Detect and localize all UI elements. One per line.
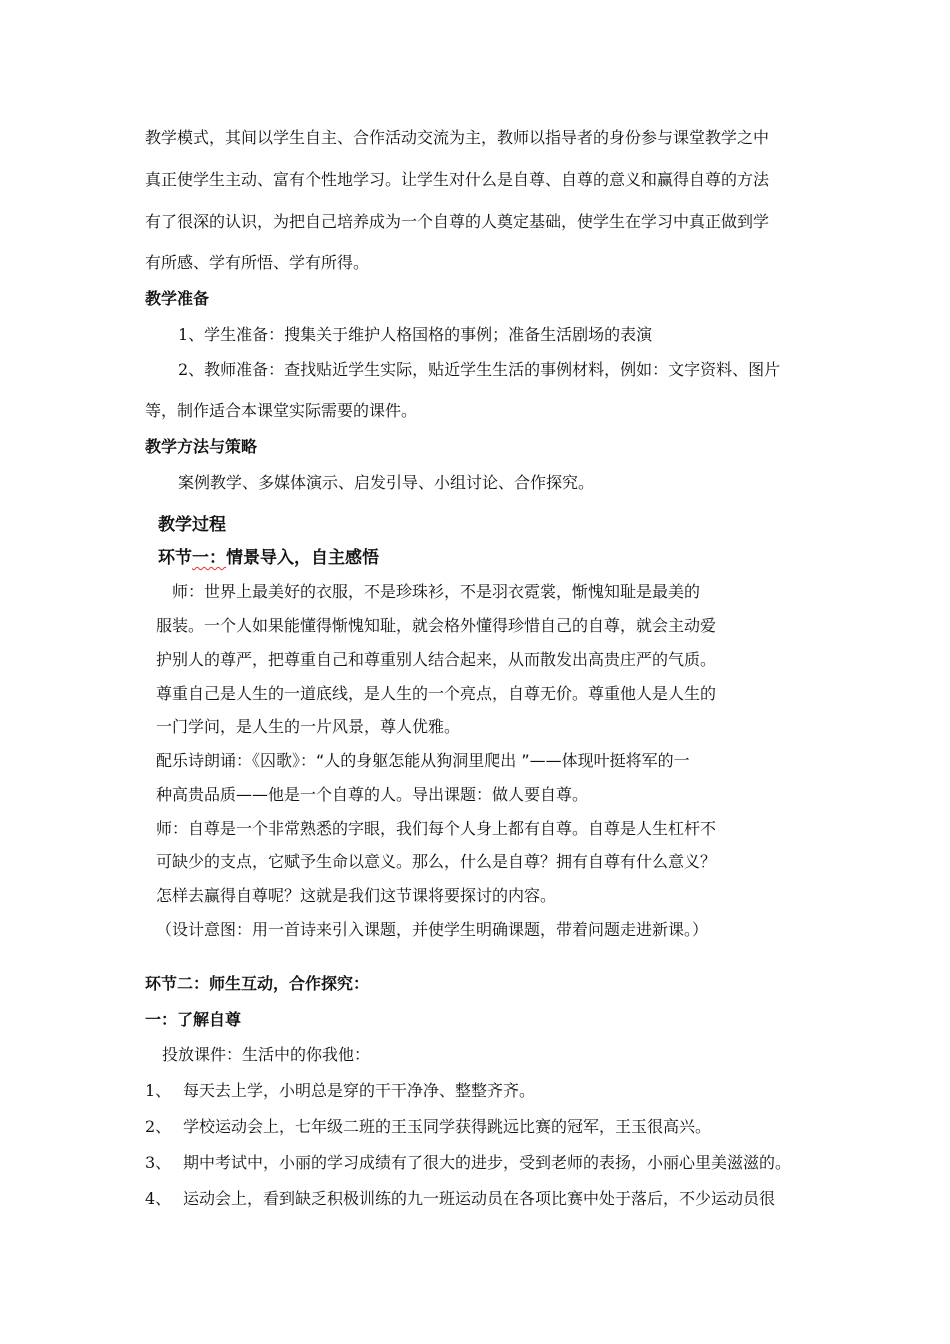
process-line-8: 师：自尊是一个非常熟悉的字眼，我们每个人身上都有自尊。自尊是人生杠杆不 [156, 819, 717, 838]
intro-line-2: 真正使学生主动、富有个性地学习。让学生对什么是自尊、自尊的意义和赢得自尊的方法 [145, 170, 770, 189]
section2-intro: 投放课件：生活中的你我他： [162, 1045, 371, 1064]
intro-line-3: 有了很深的认识，为把自己培养成为一个自尊的人奠定基础，使学生在学习中真正做到学 [145, 212, 770, 231]
list-item-text: 运动会上，看到缺乏积极训练的九一班运动员在各项比赛中处于落后，不少运动员很 [183, 1189, 776, 1208]
list-item [145, 1081, 535, 1101]
list-item-number: 3、 [145, 1153, 172, 1172]
section1-title-squiggle: 一： [192, 548, 226, 568]
prep-item-2: 2、教师准备：查找贴近学生实际，贴近学生生活的事例材料，例如：文字资料、图片 [178, 360, 781, 379]
intro-line-4: 有所感、学有所悟、学有所得。 [145, 253, 370, 272]
section1-title-part-a: 环节 [158, 548, 192, 568]
process-line-7: 种高贵品质——他是一个自尊的人。导出课题：做人要自尊。 [156, 785, 589, 804]
section1-title-part-b: 情景导入，自主感悟 [226, 548, 379, 568]
process-line-2: 服装。一个人如果能懂得惭愧知耻，就会格外懂得珍惜自己的自尊，就会主动爱 [156, 616, 717, 635]
list-item-text: 每天去上学，小明总是穿的干干净净、整整齐齐。 [183, 1081, 536, 1100]
intro-line-1: 教学模式，其间以学生自主、合作活动交流为主，教师以指导者的身份参与课堂教学之中 [145, 128, 770, 147]
prep-item-2-cont: 等，制作适合本课堂实际需要的课件。 [145, 401, 418, 420]
process-line-11: （设计意图：用一首诗来引入课题，并使学生明确课题，带着问题走进新课。） [156, 920, 709, 939]
list-item-number: 4、 [145, 1189, 172, 1208]
list-item [145, 1117, 711, 1137]
list-item-number: 2、 [145, 1117, 172, 1136]
list-item-number: 1、 [145, 1081, 172, 1100]
method-heading: 教学方法与策略 [145, 437, 258, 456]
process-line-10: 怎样去赢得自尊呢？这就是我们这节课将要探讨的内容。 [156, 886, 557, 905]
section2-sub: 一：了解自尊 [145, 1010, 242, 1029]
list-item-text: 期中考试中，小丽的学习成绩有了很大的进步，受到老师的表扬，小丽心里美滋滋的。 [183, 1153, 792, 1172]
prep-heading: 教学准备 [145, 289, 210, 308]
process-line-3: 护别人的尊严，把尊重自己和尊重别人结合起来，从而散发出高贵庄严的气质。 [156, 650, 717, 669]
process-line-5: 一门学问，是人生的一片风景，尊人优雅。 [156, 717, 461, 736]
process-line-1: 师：世界上最美好的衣服，不是珍珠衫，不是羽衣霓裳，惭愧知耻是最美的 [172, 582, 701, 601]
process-line-9: 可缺少的支点，它赋予生命以意义。那么，什么是自尊？拥有自尊有什么意义？ [156, 852, 717, 871]
section1-title [158, 548, 379, 568]
prep-item-1: 1、学生准备：搜集关于维护人格国格的事例；准备生活剧场的表演 [178, 325, 653, 344]
list-item [145, 1153, 791, 1173]
process-heading: 教学过程 [158, 515, 226, 535]
list-item-text: 学校运动会上，七年级二班的王玉同学获得跳远比赛的冠军，王玉很高兴。 [183, 1117, 712, 1136]
process-line-6: 配乐诗朗诵：《囚歌》：“人的身躯怎能从狗洞里爬出 ”——体现叶挺将军的一 [156, 751, 690, 770]
list-item [145, 1189, 775, 1209]
method-text: 案例教学、多媒体演示、启发引导、小组讨论、合作探究。 [178, 473, 595, 492]
process-line-4: 尊重自己是人生的一道底线，是人生的一个亮点，自尊无价。尊重他人是人生的 [156, 684, 717, 703]
section2-heading: 环节二：师生互动，合作探究： [145, 974, 370, 993]
